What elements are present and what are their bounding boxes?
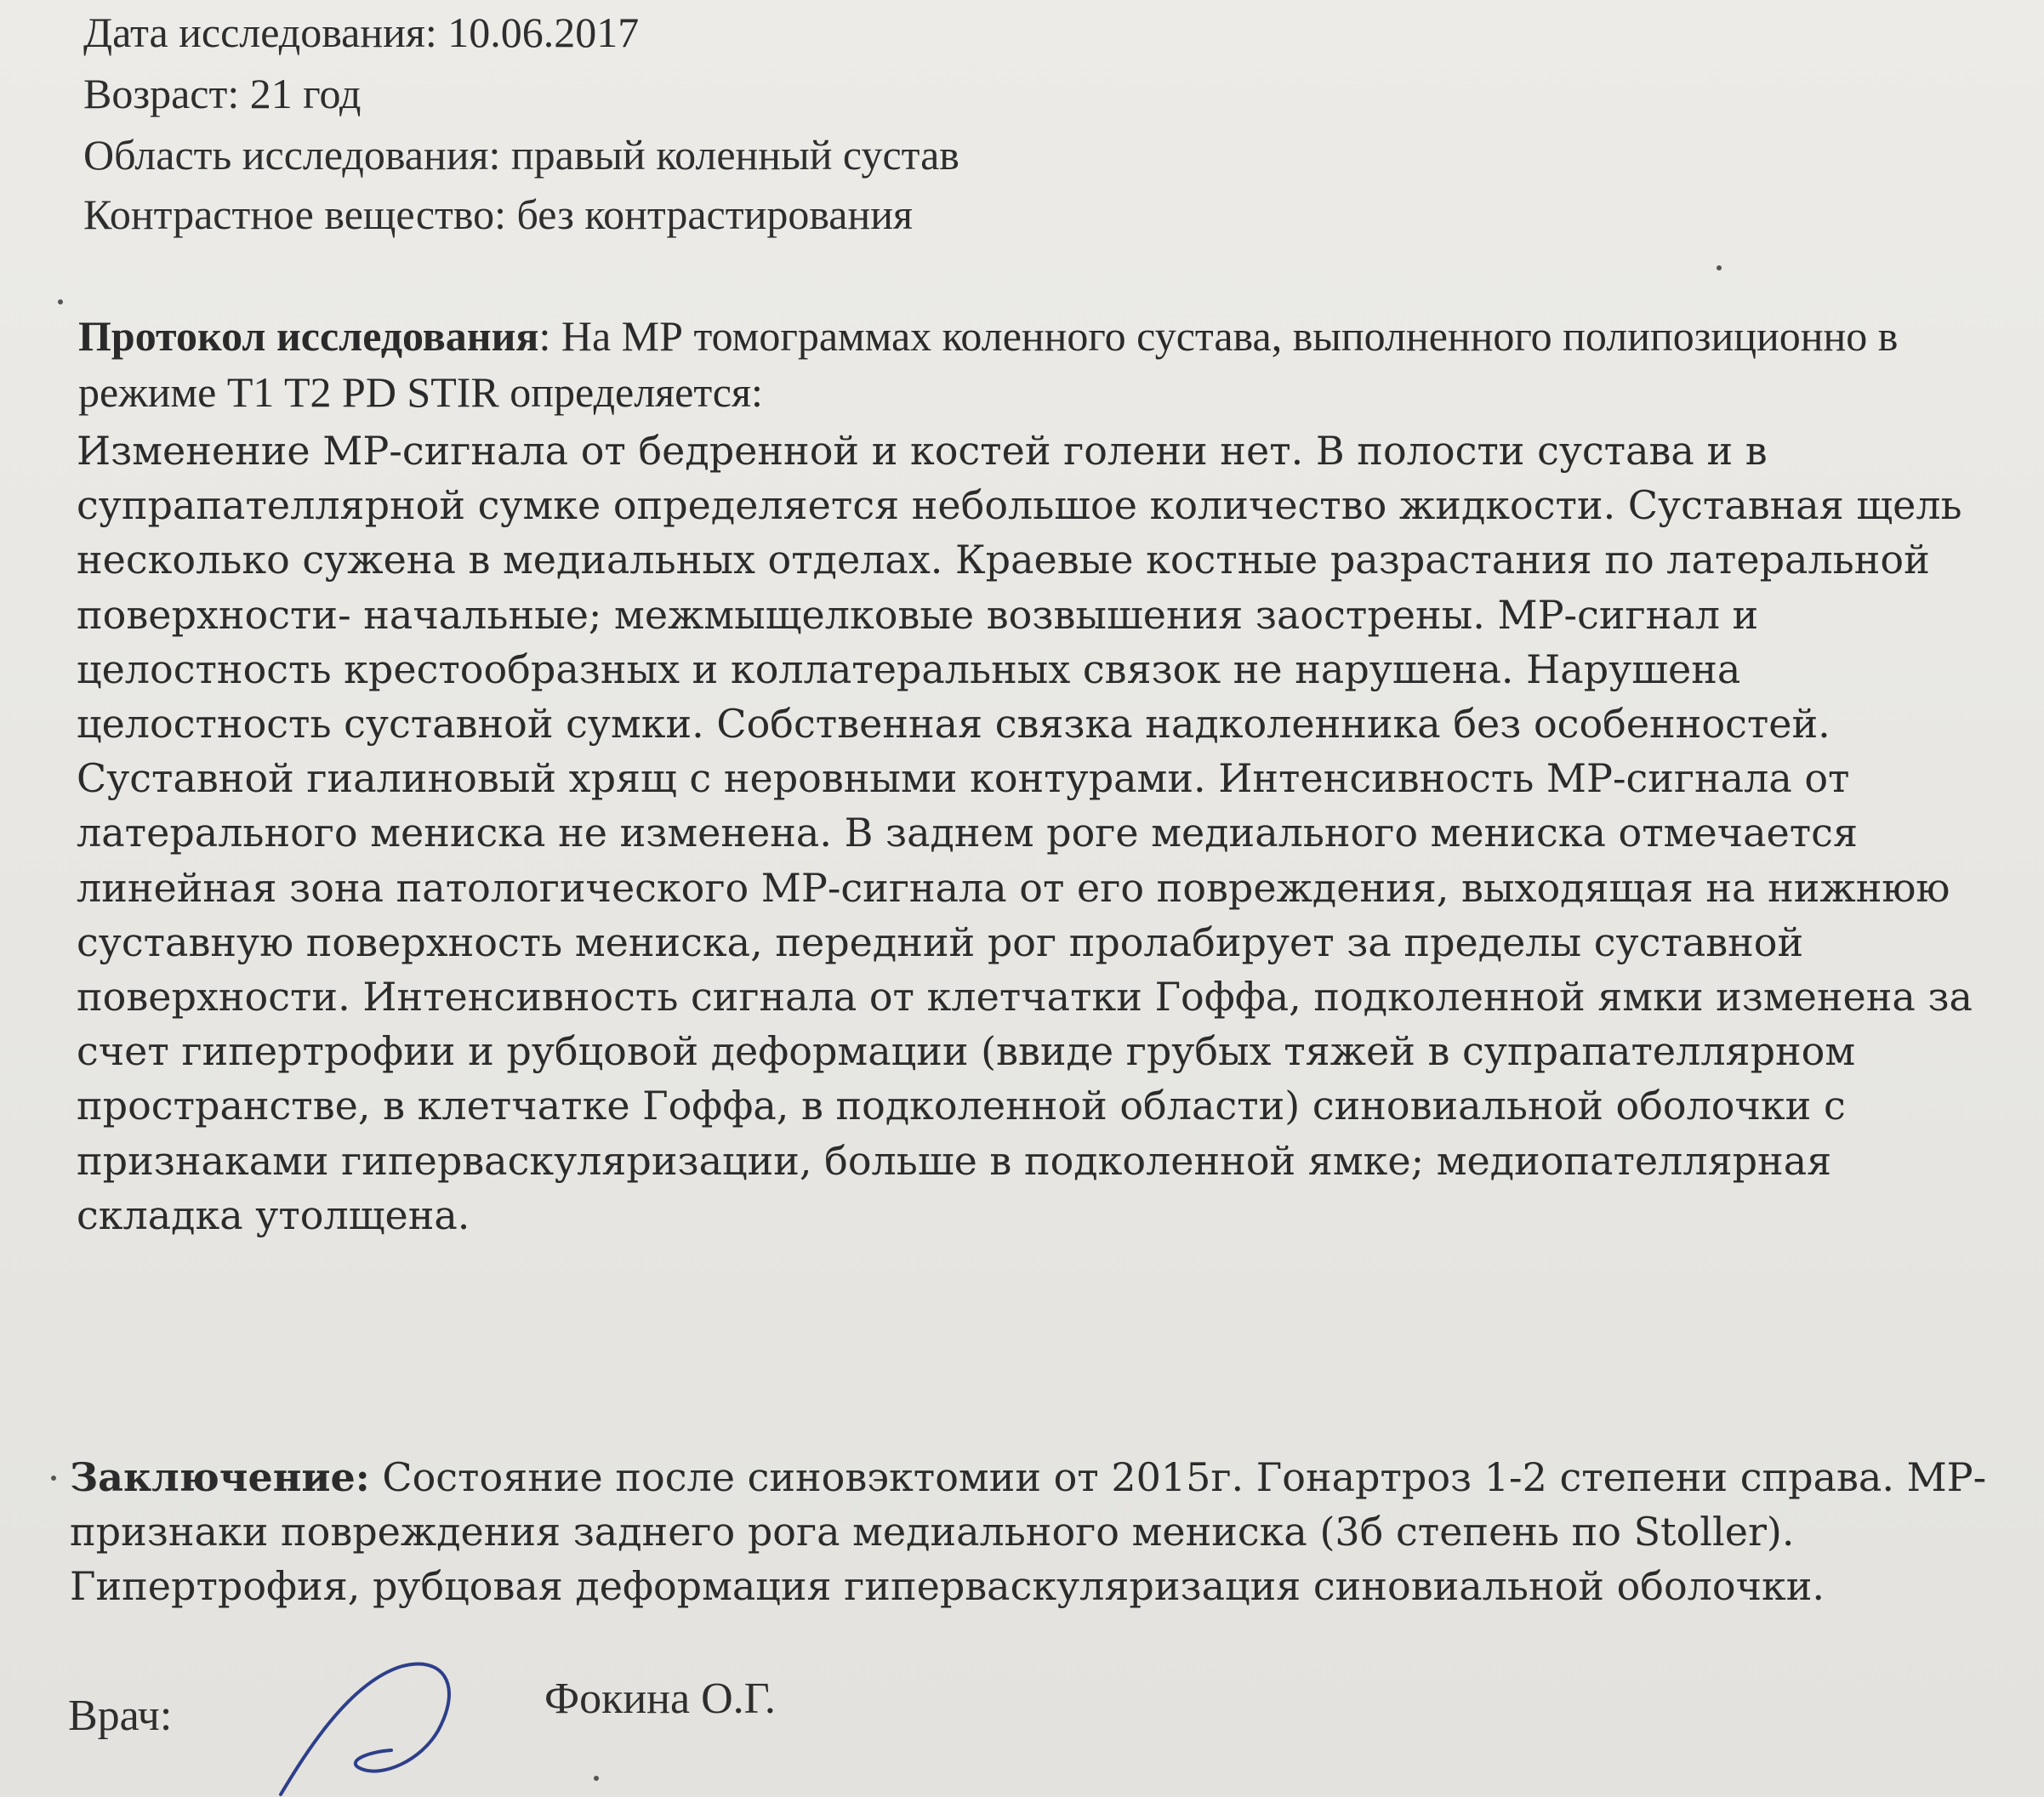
conclusion-label: Заключение: [70,1454,370,1500]
paper-speck [58,299,63,304]
doctor-label: Врач: [68,1692,173,1740]
patient-age: Возраст: 21 год [83,70,362,117]
paper-speck [1717,265,1722,270]
conclusion-paragraph [70,1450,1992,1613]
study-area: Область исследования: правый коленный сустав [83,131,959,179]
protocol-intro: : На МР томограммах коленного сустава, выполненного полипозиционно в режиме T1 T2 PD STIR определяется: [78,312,1899,416]
protocol-paragraph [78,308,1992,420]
study-date: Дата исследования: 10.06.2017 [83,9,640,56]
doctor-name: Фокина О.Г. [544,1675,776,1723]
paper-speck [51,1476,56,1481]
conclusion-text: Состояние после синовэктомии от 2015г. Гонартроз 1-2 степени справа. МР-признаки повреждения заднего рога медиального мениска (3б степень по Stoller). Гипертрофия, рубцовая деформация гиперваскуляризация синовиальной оболочки. [70,1454,1987,1609]
contrast-agent: Контрастное вещество: без контрастирования [83,191,913,238]
protocol-label: Протокол исследования [78,312,539,360]
findings-text: Изменение МР-сигнала от бедренной и костей голени нет. В полости сустава и в супрапателлярной сумке определяется небольшое количество жидкости. Суставная щель несколько сужена в медиальных отделах. Краевые костные разрастания по латеральной поверхности- начальные; межмыщелковые возвышения заострены. МР-сигнал и целостность крестообразных и коллатеральных связок не нарушена. Нарушена целостность суставной сумки. Собственная связка надколенника без особенностей. Суставной гиалиновый хрящ с неровными контурами. Интенсивность МР-сигнала от латерального мениска не изменена. В заднем роге медиального мениска отмечается линейная зона патологического МР-сигнала от его повреждения, выходящая на нижнюю суставную поверхность мениска, передний рог пролабирует за пределы суставной поверхности. Интенсивность сигнала от клетчатки Гоффа, подколенной ямки изменена за счет гипертрофии и рубцовой деформации (ввиде грубых тяжей в супрапателлярном пространстве, в клетчатке Гоффа, в подколенной области) синовиальной оболочки с признаками гиперваскуляризации, больше в подколенной ямке; медиопателлярная складка утолщена. [77,428,1973,1238]
signature-image [255,1650,493,1797]
paper-speck [594,1776,599,1781]
